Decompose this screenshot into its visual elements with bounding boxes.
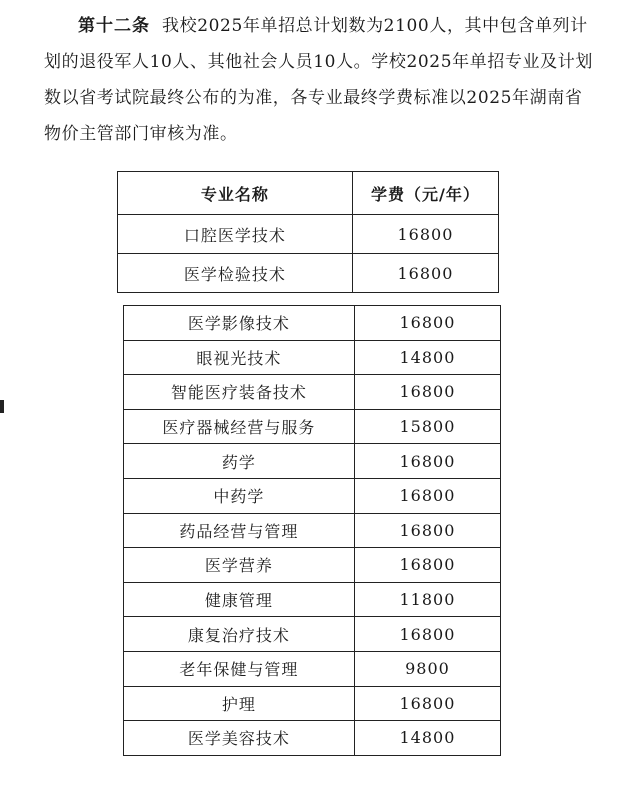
table-row (124, 375, 501, 410)
major-name-cell: 药学 (124, 444, 355, 479)
tuition-table-part-1 (117, 171, 499, 293)
tuition-cell: 16800 (354, 548, 500, 583)
table-row (124, 444, 501, 479)
table-row (124, 478, 501, 513)
major-name-cell: 医疗器械经营与服务 (124, 409, 355, 444)
table-row (124, 513, 501, 548)
table-row (124, 340, 501, 375)
tuition-cell: 16800 (354, 306, 500, 341)
article-number: 第十二条 (78, 16, 150, 36)
table-row (124, 548, 501, 583)
page-edge-mark (0, 400, 4, 413)
major-name-cell: 医学美容技术 (124, 721, 355, 756)
major-name-cell: 药品经营与管理 (124, 513, 355, 548)
tuition-cell: 14800 (354, 721, 500, 756)
article-paragraph (44, 8, 599, 152)
major-name-cell: 健康管理 (124, 582, 355, 617)
major-name-cell: 医学营养 (124, 548, 355, 583)
tuition-cell: 16800 (354, 686, 500, 721)
tuition-cell: 11800 (354, 582, 500, 617)
table-row (124, 686, 501, 721)
tuition-cell: 16800 (354, 617, 500, 652)
table-row (118, 215, 499, 254)
major-name-cell: 中药学 (124, 478, 355, 513)
table-row (124, 306, 501, 341)
table-header-row (118, 172, 499, 215)
table-row (124, 651, 501, 686)
major-name-cell: 医学检验技术 (118, 254, 353, 293)
tuition-cell: 16800 (352, 215, 498, 254)
tuition-cell: 16800 (354, 478, 500, 513)
major-name-cell: 护理 (124, 686, 355, 721)
tuition-cell: 14800 (354, 340, 500, 375)
table-row (124, 582, 501, 617)
article-text: 我校2025年单招总计划数为2100人，其中包含单列计划的退役军人10人、其他社会人员10人。学校2025年单招专业及计划数以省考试院最终公布的为准，各专业最终学费标准以2025年湖南省物价主管部门审核为准。 (44, 16, 593, 144)
tuition-cell: 16800 (354, 444, 500, 479)
tuition-cell: 9800 (354, 651, 500, 686)
major-name-cell: 智能医疗装备技术 (124, 375, 355, 410)
major-name-cell: 口腔医学技术 (118, 215, 353, 254)
major-name-cell: 医学影像技术 (124, 306, 355, 341)
table-row (124, 721, 501, 756)
tuition-table-part-2 (123, 305, 501, 756)
header-major-name: 专业名称 (118, 172, 353, 215)
major-name-cell: 眼视光技术 (124, 340, 355, 375)
table-row (118, 254, 499, 293)
major-name-cell: 老年保健与管理 (124, 651, 355, 686)
tuition-cell: 16800 (354, 375, 500, 410)
table-row (124, 617, 501, 652)
tuition-cell: 16800 (354, 513, 500, 548)
header-tuition: 学费（元/年） (352, 172, 498, 215)
major-name-cell: 康复治疗技术 (124, 617, 355, 652)
table-row (124, 409, 501, 444)
tuition-cell: 15800 (354, 409, 500, 444)
tuition-cell: 16800 (352, 254, 498, 293)
